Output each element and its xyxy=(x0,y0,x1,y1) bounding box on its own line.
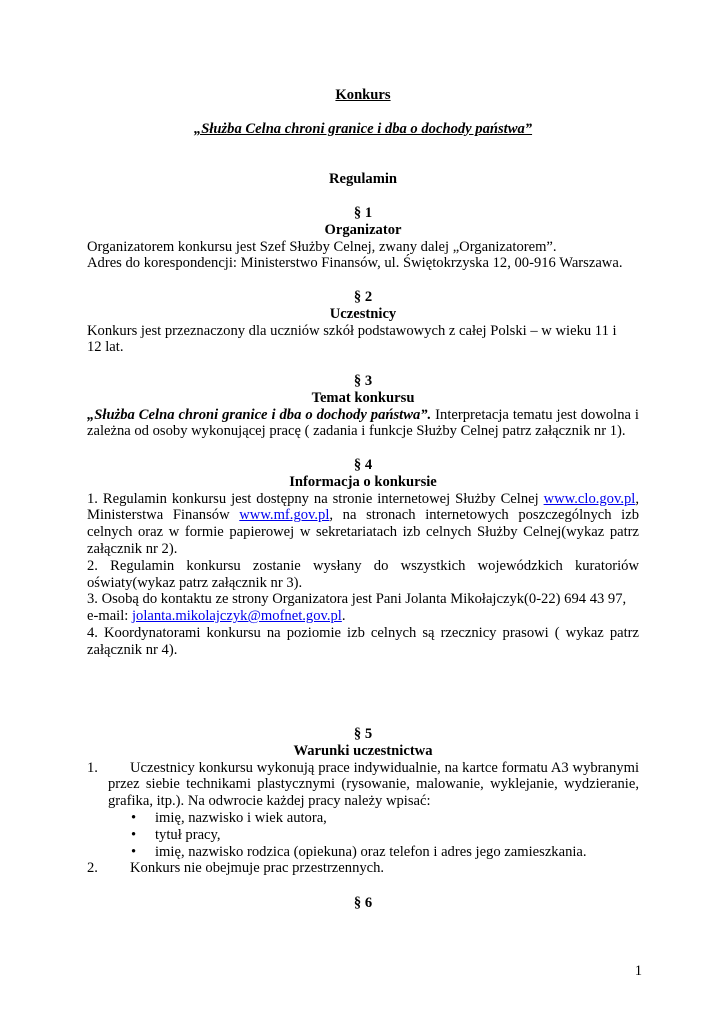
required-info-list xyxy=(87,810,639,860)
section-heading: Organizator xyxy=(324,221,402,238)
theme-description: Interpretacja tematu jest dowolna i zależna od osoby wykonującej pracę ( zadania i funkcje Służby Celnej patrz załącznik nr 1). xyxy=(87,406,639,440)
section-number: § 6 xyxy=(353,895,373,911)
info-text: 3. Osobą do kontaktu ze strony Organizatora jest Pani Jolanta Mikołajczyk(0-22) 694 43 97, e-mail: xyxy=(87,591,627,625)
section-2 xyxy=(87,289,639,356)
section-number: § 5 xyxy=(353,726,373,742)
section-4 xyxy=(87,457,639,659)
list-item xyxy=(87,844,639,861)
list-item-text: imię, nazwisko i wiek autora, xyxy=(155,809,327,826)
list-item-text: tytuł pracy, xyxy=(155,826,221,843)
info-point-2: 2. Regulamin konkursu zostanie wysłany do wszystkich wojewódzkich kuratoriów oświaty(wykaz patrz załącznik nr 3). xyxy=(87,557,639,591)
document-page xyxy=(87,0,642,1024)
contest-theme: „Służba Celna chroni granice i dba o dochody państwa”. xyxy=(87,406,432,423)
section-6 xyxy=(87,895,639,912)
section-heading: Uczestnicy xyxy=(329,305,397,322)
item-text: Uczestnicy konkursu wykonują prace indywidualnie, na kartce formatu A3 wybranymi przez siebie technikami plastycznymi (rysowanie, malowanie, wyklejanie, wydzieranie, grafika, itp.). Na odwrocie każdej pracy należy wpisać: xyxy=(108,759,639,810)
section-text: Organizatorem konkursu jest Szef Służby Celnej, zwany dalej „Organizatorem”. xyxy=(87,238,557,255)
section-heading: Informacja o konkursie xyxy=(289,473,437,490)
section-5 xyxy=(87,726,639,877)
info-text: . xyxy=(341,608,346,625)
clo-website-link[interactable]: www.clo.gov.pl xyxy=(543,490,636,507)
document-title: Konkurs xyxy=(335,87,391,103)
bullet-icon: • xyxy=(131,843,137,860)
condition-item-2 xyxy=(87,860,639,877)
page-number: 1 xyxy=(634,963,642,979)
contact-email-link[interactable]: jolanta.mikolajczyk@mofnet.gov.pl xyxy=(131,608,342,625)
section-1 xyxy=(87,205,639,272)
bullet-icon: • xyxy=(131,809,137,826)
section-3 xyxy=(87,373,639,440)
condition-item-1 xyxy=(87,760,639,810)
section-heading: Temat konkursu xyxy=(311,389,415,406)
section-text: Konkurs jest przeznaczony dla uczniów szkół podstawowych z całej Polski – w wieku 11 i 12 lat. xyxy=(87,322,617,356)
info-point-3 xyxy=(87,591,639,625)
info-point-4: 4. Koordynatorami konkursu na poziomie izb celnych są rzecznicy prasowi ( wykaz patrz załącznik nr 4). xyxy=(87,624,639,658)
item-number: 1. xyxy=(87,759,98,776)
section-number: § 4 xyxy=(353,457,373,473)
list-item-text: imię, nazwisko rodzica (opiekuna) oraz telefon i adres jego zamieszkania. xyxy=(155,843,587,860)
section-number: § 3 xyxy=(353,373,373,389)
section-heading: Warunki uczestnictwa xyxy=(293,742,433,759)
section-number: § 2 xyxy=(353,289,373,305)
info-text: 1. Regulamin konkursu jest dostępny na stronie internetowej Służby Celnej xyxy=(87,490,544,507)
section-number: § 1 xyxy=(353,205,373,221)
list-item xyxy=(87,810,639,827)
regulation-heading: Regulamin xyxy=(328,171,398,187)
bullet-icon: • xyxy=(131,826,137,843)
item-text: Konkurs nie obejmuje prac przestrzennych. xyxy=(130,860,385,877)
section-text xyxy=(87,407,639,441)
info-text: , Ministerstwa Finansów xyxy=(87,490,639,524)
info-text: , na stronach internetowych poszczególnych izb celnych oraz w formie papierowej w sekretariatach izb celnych Służby Celnej(wykaz patrz załącznik nr 2). xyxy=(87,507,639,557)
section-text: Adres do korespondencji: Ministerstwo Finansów, ul. Świętokrzyska 12, 00-916 Warszawa. xyxy=(87,255,623,272)
info-point-1 xyxy=(87,491,639,558)
list-item xyxy=(87,827,639,844)
mf-website-link[interactable]: www.mf.gov.pl xyxy=(239,507,330,524)
document-subtitle: „Służba Celna chroni granice i dba o dochody państwa” xyxy=(193,121,533,137)
item-number: 2. xyxy=(87,860,98,877)
